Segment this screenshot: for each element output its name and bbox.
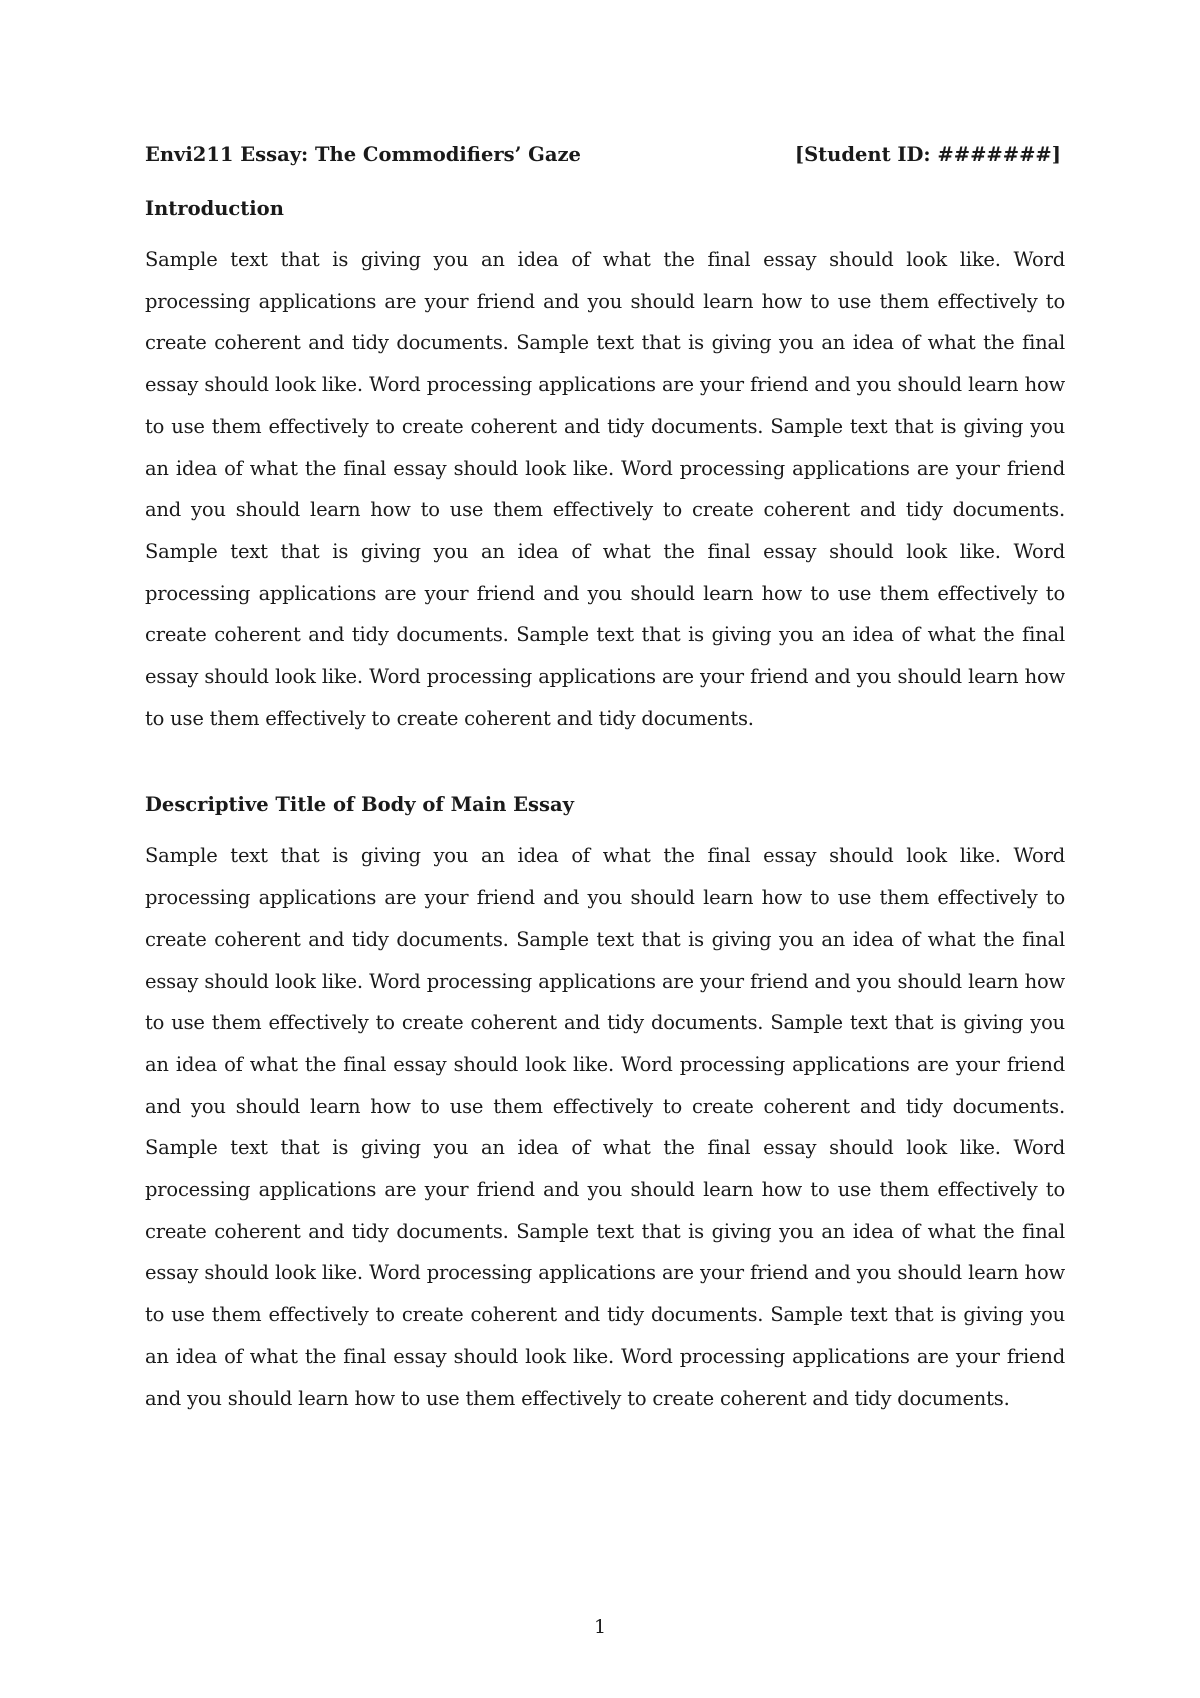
student-id: [Student ID: #######] [794,143,1061,166]
introduction-paragraph: Sample text that is giving you an idea of what the final essay should look like. Word processing applications are your friend and you should learn how to use them effectively to create coherent and tidy documents. Sample text that is giving you an idea of what the final essay should look like. Word processing applications are your friend and you should learn how to use them effectively to create coherent and tidy documents. Sample text that is giving you an idea of what the final essay should look like. Word processing applications are your friend and you should learn how to use them effectively to create coherent and tidy documents. Sample text that is giving you an idea of what the final essay should look like. Word processing applications are your friend and you should learn how to use them effectively to create coherent and tidy documents. Sample text that is giving you an idea of what the final essay should look like. Word processing applications are your friend and you should learn how to use them effectively to create coherent and tidy documents. [145,248,1065,730]
title-row [145,142,1065,168]
essay-title: Envi211 Essay: The Commodifiers’ Gaze [145,143,581,166]
section-heading-main-body: Descriptive Title of Body of Main Essay [145,793,574,817]
main-body-paragraph: Sample text that is giving you an idea of what the final essay should look like. Word processing applications are your friend and you should learn how to use them effectively to create coherent and tidy documents. Sample text that is giving you an idea of what the final essay should look like. Word processing applications are your friend and you should learn how to use them effectively to create coherent and tidy documents. Sample text that is giving you an idea of what the final essay should look like. Word processing applications are your friend and you should learn how to use them effectively to create coherent and tidy documents. Sample text that is giving you an idea of what the final essay should look like. Word processing applications are your friend and you should learn how to use them effectively to create coherent and tidy documents. Sample text that is giving you an idea of what the final essay should look like. Word processing applications are your friend and you should learn how to use them effectively to create coherent and tidy documents. Sample text that is giving you an idea of what the final essay should look like. Word processing applications are your friend and you should learn how to use them effectively to create coherent and tidy documents. [145,844,1065,1410]
section-heading-introduction: Introduction [145,197,284,220]
page-number: 1 [593,1616,607,1638]
document-content [145,142,1065,1419]
